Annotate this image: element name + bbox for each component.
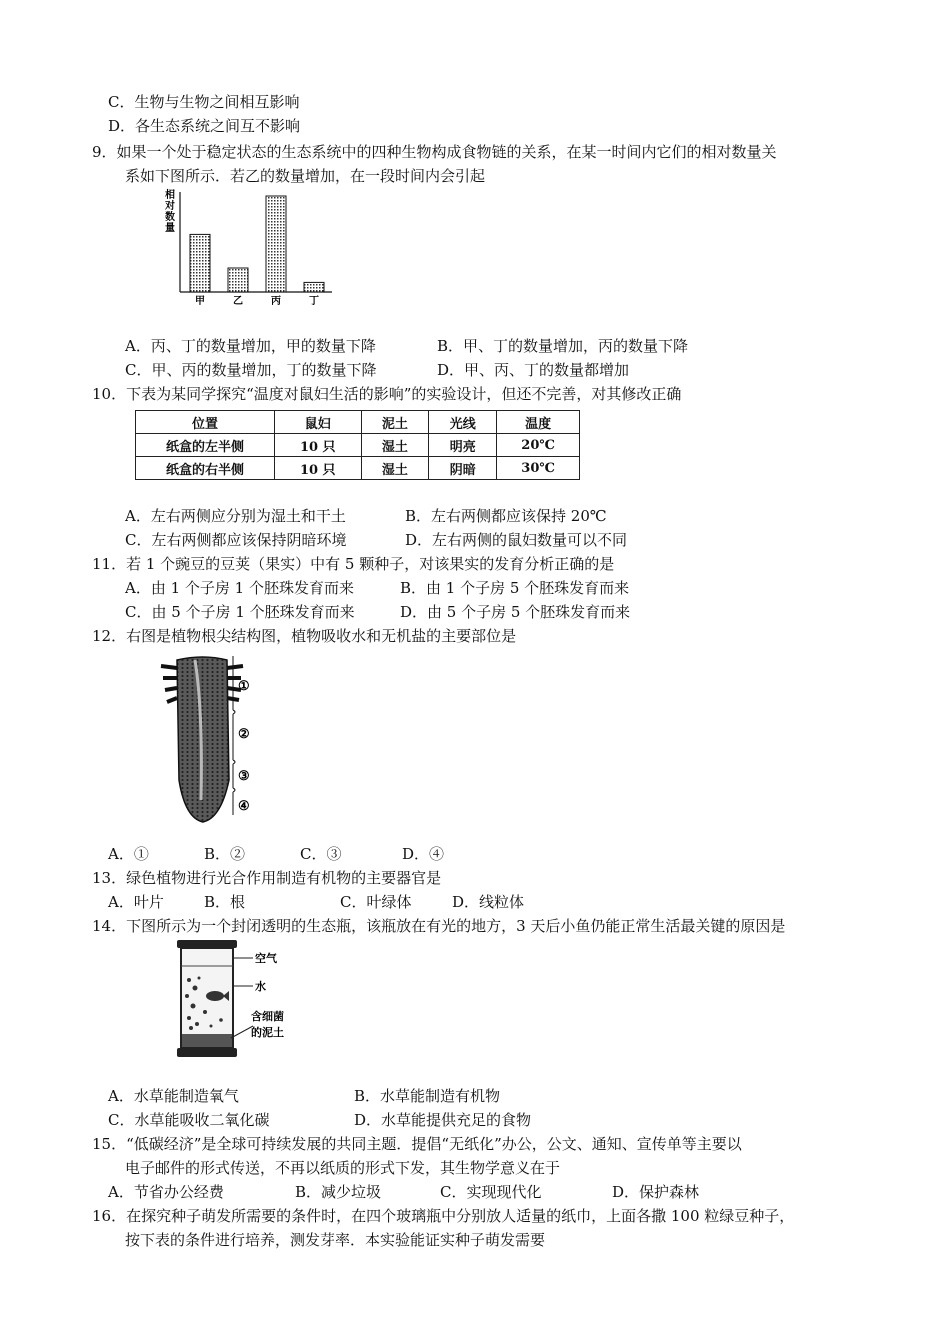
x-tick-label: 丙	[271, 296, 281, 307]
table-header: 温度	[497, 411, 580, 434]
q9-option-d: D．甲、丙、丁的数量都增加	[437, 361, 630, 379]
q12-option-b: B．②	[204, 845, 246, 863]
q14-stem: 14．下图所示为一个封闭透明的生态瓶，该瓶放在有光的地方，3 天后小鱼仍能正常生活最关键的原因是	[92, 917, 786, 935]
table-header: 鼠妇	[275, 411, 362, 434]
q13-option-a: A．叶片	[108, 893, 164, 911]
q10-option-d: D．左右两侧的鼠妇数量可以不同	[405, 531, 628, 549]
x-tick-label: 丁	[309, 296, 319, 307]
table-cell: 明亮	[429, 434, 497, 457]
table-cell: 20℃	[497, 434, 580, 457]
table-cell: 30℃	[497, 457, 580, 480]
bar-甲	[190, 234, 210, 292]
q12-option-c: C．③	[300, 845, 342, 863]
q9-stem-line1: 9．如果一个处于稳定状态的生态系统中的四种生物构成食物链的关系，在某一时间内它们的相对数量关	[92, 143, 777, 161]
q14-option-b: B．水草能制造有机物	[354, 1087, 501, 1105]
bottle-label-air: 空气	[255, 952, 277, 965]
q14-option-c: C．水草能吸收二氧化碳	[108, 1111, 270, 1129]
q14-option-a: A．水草能制造氧气	[108, 1087, 239, 1105]
root-label-2: ②	[238, 727, 250, 742]
q12-stem: 12．右图是植物根尖结构图，植物吸收水和无机盐的主要部位是	[92, 627, 517, 645]
table-cell: 阴暗	[429, 457, 497, 480]
table-row	[136, 434, 580, 457]
q11-option-d: D．由 5 个子房 5 个胚珠发育而来	[400, 603, 631, 621]
x-tick-label: 甲	[195, 296, 205, 307]
root-tip-diagram	[155, 650, 265, 830]
table-header: 泥土	[361, 411, 429, 434]
bar-乙	[228, 268, 248, 292]
q15-option-d: D．保护森林	[612, 1183, 700, 1201]
q10-table	[135, 410, 580, 480]
q15-option-b: B．减少垃圾	[295, 1183, 382, 1201]
root-label-4: ④	[238, 799, 250, 814]
eco-bottle-diagram	[165, 938, 305, 1060]
table-cell: 纸盒的右半侧	[136, 457, 275, 480]
q13-option-b: B．根	[204, 893, 246, 911]
table-cell: 湿土	[361, 434, 429, 457]
q10-option-c: C．左右两侧都应该保持阴暗环境	[125, 531, 347, 549]
q11-option-a: A．由 1 个子房 1 个胚珠发育而来	[125, 579, 354, 597]
bar-丁	[304, 282, 324, 292]
table-row	[136, 457, 580, 480]
table-header: 光线	[429, 411, 497, 434]
bottle-label-soil-2: 的泥土	[251, 1026, 284, 1039]
q8-option-d: D．各生态系统之间互不影响	[108, 117, 301, 135]
table-cell: 湿土	[361, 457, 429, 480]
q15-stem-line2: 电子邮件的形式传送，不再以纸质的形式下发，其生物学意义在于	[125, 1159, 561, 1177]
x-tick-label: 乙	[233, 296, 243, 307]
q9-option-a: A．丙、丁的数量增加，甲的数量下降	[125, 337, 376, 355]
q11-option-b: B．由 1 个子房 5 个胚珠发育而来	[400, 579, 630, 597]
q10-option-a: A．左右两侧应分别为湿土和干土	[125, 507, 346, 525]
table-header-row	[136, 411, 580, 434]
q10-stem: 10．下表为某同学探究“温度对鼠妇生活的影响”的实验设计，但还不完善，对其修改正确	[92, 385, 682, 403]
table-header: 位置	[136, 411, 275, 434]
bar-丙	[266, 196, 286, 292]
bottle-label-water: 水	[255, 980, 266, 993]
q16-stem-line2: 按下表的条件进行培养，测发芽率．本实验能证实种子萌发需要	[125, 1231, 546, 1249]
q9-option-b: B．甲、丁的数量增加，丙的数量下降	[437, 337, 689, 355]
q9-bar-chart	[160, 188, 340, 308]
q15-option-a: A．节省办公经费	[108, 1183, 224, 1201]
q11-stem: 11．若 1 个豌豆的豆荚（果实）中有 5 颗种子，对该果实的发育分析正确的是	[92, 555, 615, 573]
q13-stem: 13．绿色植物进行光合作用制造有机物的主要器官是	[92, 869, 442, 887]
q9-stem-line2: 系如下图所示．若乙的数量增加，在一段时间内会引起	[125, 167, 486, 185]
q12-option-a: A．①	[108, 845, 149, 863]
q8-option-c: C．生物与生物之间相互影响	[108, 93, 300, 111]
q13-option-c: C．叶绿体	[340, 893, 412, 911]
table-cell: 10 只	[275, 434, 362, 457]
q11-option-c: C．由 5 个子房 1 个胚珠发育而来	[125, 603, 355, 621]
table-cell: 10 只	[275, 457, 362, 480]
q16-stem-line1: 16．在探究种子萌发所需要的条件时，在四个玻璃瓶中分别放人适量的纸巾，上面各撒 100 粒绿豆种子，	[92, 1207, 795, 1225]
root-label-1: ①	[238, 679, 250, 694]
q9-option-c: C．甲、丙的数量增加，丁的数量下降	[125, 361, 377, 379]
root-label-3: ③	[238, 769, 250, 784]
q14-option-d: D．水草能提供充足的食物	[354, 1111, 532, 1129]
bottle-label-soil-1: 含细菌	[251, 1010, 284, 1023]
chart-ylabel: 相对数量	[165, 190, 175, 234]
table-cell: 纸盒的左半侧	[136, 434, 275, 457]
q15-stem-line1: 15．“低碳经济”是全球可持续发展的共同主题．提倡“无纸化”办公，公文、通知、宣传单等主要以	[92, 1135, 742, 1153]
q12-option-d: D．④	[402, 845, 445, 863]
q10-option-b: B．左右两侧都应该保持 20℃	[405, 507, 607, 525]
q13-option-d: D．线粒体	[452, 893, 525, 911]
q15-option-c: C．实现现代化	[440, 1183, 542, 1201]
